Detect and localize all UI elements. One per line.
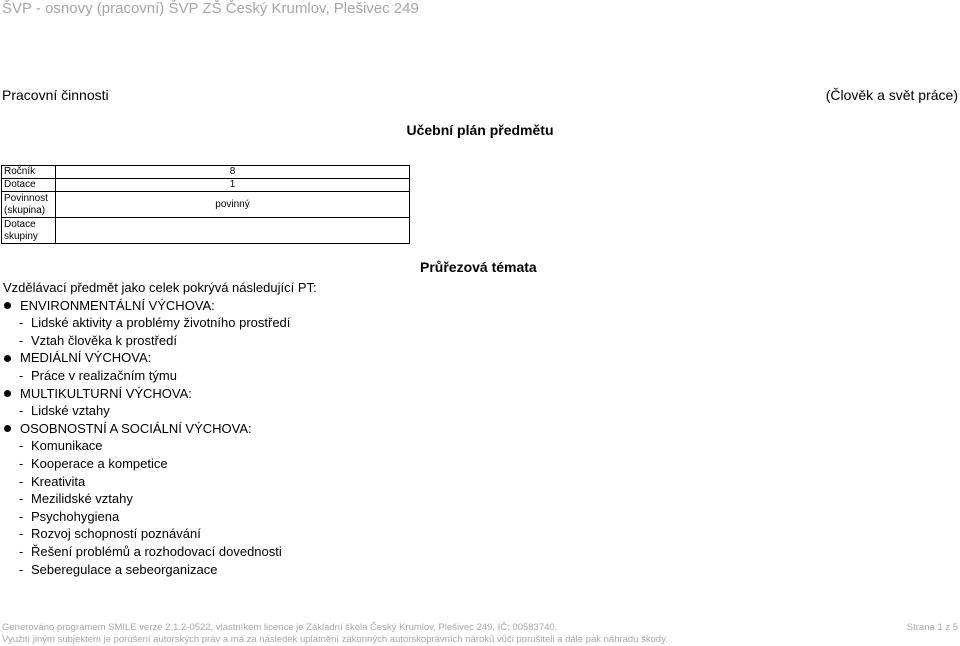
info-value: 8: [56, 166, 410, 179]
info-label: Dotace skupiny: [2, 218, 56, 244]
cross-topics-list: [3, 279, 317, 578]
subtopic-label: Seberegulace a sebeorganizace: [31, 561, 218, 577]
subtopic-label: Psychohygiena: [31, 508, 120, 524]
subtopic-label: Lidské vztahy: [31, 403, 110, 419]
info-label: Povinnost (skupina): [2, 192, 56, 218]
info-value: [56, 218, 410, 244]
cross-topics-intro: Vzdělávací předmět jako celek pokrývá následující PT:: [3, 280, 317, 295]
dash-icon: -: [19, 526, 24, 542]
subject-area: (Člověk a svět práce): [825, 87, 958, 103]
topic-item: [3, 420, 317, 438]
topic-label: MEDIÁLNÍ VÝCHOVA:: [20, 350, 152, 366]
bullet-icon: [4, 302, 11, 309]
dash-icon: -: [19, 315, 24, 331]
subtopic-item: [3, 508, 317, 526]
info-row-dotace-skupiny: [2, 218, 410, 244]
subtopic-item: [3, 543, 317, 561]
bullet-icon: [4, 425, 11, 432]
subtopic-item: [3, 367, 317, 385]
topic-label: MULTIKULTURNÍ VÝCHOVA:: [20, 385, 192, 401]
cross-topics-heading: Průřezová témata: [420, 259, 537, 275]
dash-icon: -: [19, 455, 24, 471]
bullet-icon: [4, 390, 11, 397]
info-value: povinný: [56, 192, 410, 218]
topic-item: [3, 385, 317, 403]
subtopic-item: [3, 332, 317, 350]
bullet-icon: [4, 355, 11, 362]
dash-icon: -: [19, 367, 24, 383]
subject-name: Pracovní činnosti: [2, 87, 109, 103]
subtopic-label: Komunikace: [31, 438, 103, 454]
dash-icon: -: [19, 561, 24, 577]
footer-copyright-text: Využití jiným subjektem je porušení autorských práv a má za následek uplatnění zákonných autorskoprávních nároků vůči porušiteli a dále pak náhradu škody.: [2, 634, 668, 645]
subtopic-label: Kreativita: [31, 473, 86, 489]
subtopic-label: Práce v realizačním týmu: [31, 367, 177, 383]
dash-icon: -: [19, 491, 24, 507]
subtopic-item: [3, 402, 317, 420]
info-row-dotace: [2, 179, 410, 192]
subtopic-label: Řešení problémů a rozhodovací dovednosti: [31, 543, 282, 559]
topic-label: ENVIRONMENTÁLNÍ VÝCHOVA:: [20, 297, 215, 313]
subtopic-item: [3, 314, 317, 332]
topic-item: [3, 349, 317, 367]
info-row-rocnik: [2, 166, 410, 179]
info-label: Dotace: [2, 179, 56, 192]
subtopic-item: [3, 490, 317, 508]
footer-page-number: Strana 1 z 5: [906, 622, 958, 633]
footer-generated-text: Generováno programem SMILE verze 2.1.2-0522, vlastníkem licence je Základní škola Český Krumlov, Plešivec 249, IČ: 00583740.: [2, 622, 558, 633]
info-row-povinnost: [2, 192, 410, 218]
subtopic-item: [3, 455, 317, 473]
subtopic-label: Rozvoj schopností poznávání: [31, 526, 201, 542]
info-table: [1, 165, 410, 244]
topic-item: [3, 297, 317, 315]
dash-icon: -: [19, 508, 24, 524]
dash-icon: -: [19, 332, 24, 348]
plan-heading: Učební plán předmětu: [406, 122, 554, 138]
dash-icon: -: [19, 438, 24, 454]
dash-icon: -: [19, 543, 24, 559]
info-value: 1: [56, 179, 410, 192]
subtopic-label: Lidské aktivity a problémy životního prostředí: [31, 315, 291, 331]
topic-label: OSOBNOSTNÍ A SOCIÁLNÍ VÝCHOVA:: [20, 420, 252, 436]
subtopic-label: Vztah člověka k prostředí: [31, 332, 177, 348]
subtopic-item: [3, 473, 317, 491]
dash-icon: -: [19, 473, 24, 489]
info-label: Ročník: [2, 166, 56, 179]
subtopic-item: [3, 561, 317, 579]
subtopic-item: [3, 437, 317, 455]
document-title: ŠVP - osnovy (pracovní) ŠVP ZŠ Český Krumlov, Plešivec 249: [2, 0, 419, 17]
subtopic-item: [3, 525, 317, 543]
dash-icon: -: [19, 403, 24, 419]
subtopic-label: Kooperace a kompetice: [31, 455, 168, 471]
subtopic-label: Mezilidské vztahy: [31, 491, 133, 507]
